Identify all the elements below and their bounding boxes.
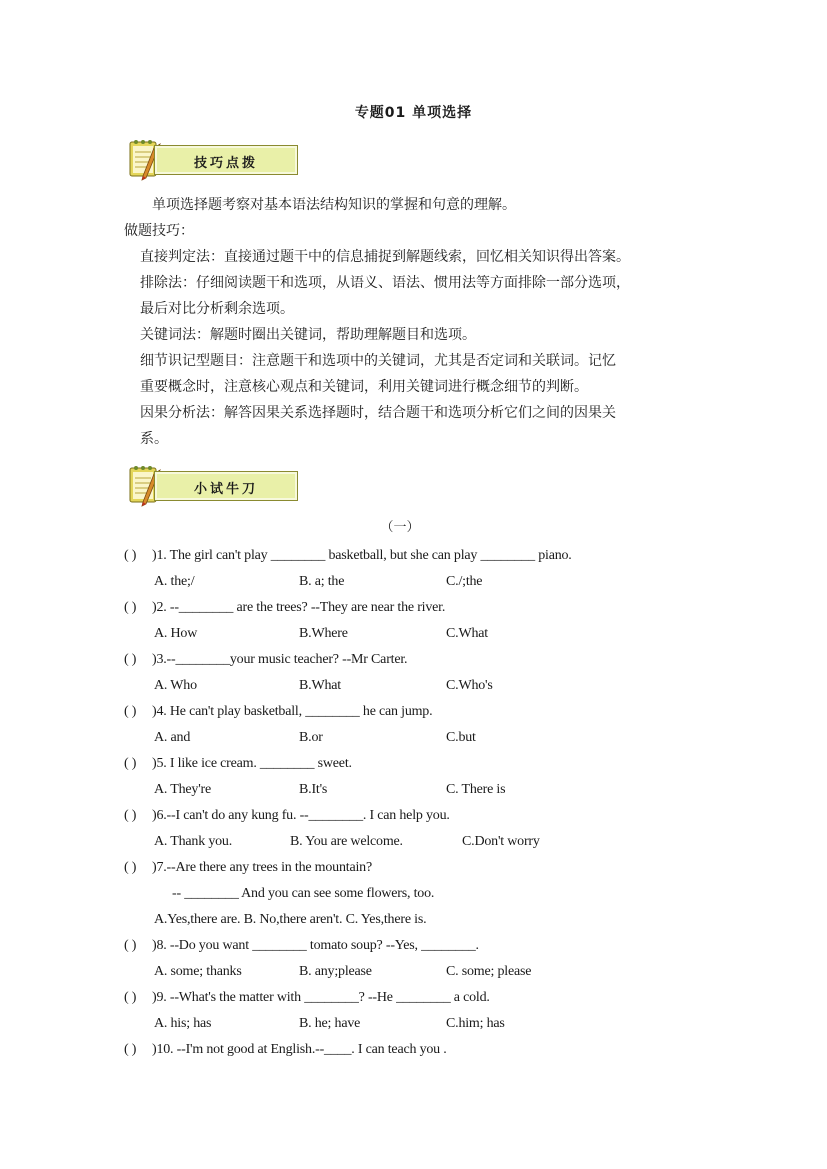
option-c[interactable]: C.but: [446, 730, 476, 745]
answer-blank[interactable]: ( ): [124, 548, 137, 563]
tip-line: 因果分析法：解答因果关系选择题时，结合题干和选项分析它们之间的因果关: [140, 405, 616, 421]
page-title: 专题01 单项选择: [354, 105, 473, 121]
section-banner-practice: [124, 460, 304, 510]
option-c[interactable]: C.Don't worry: [462, 834, 540, 849]
answer-blank[interactable]: ( ): [124, 990, 137, 1005]
option-a[interactable]: A. How: [154, 626, 198, 641]
answer-blank[interactable]: ( ): [124, 860, 137, 875]
option-a[interactable]: A. the;/: [154, 574, 195, 589]
tip-line: 单项选择题考察对基本语法结构知识的掌握和句意的理解。: [152, 197, 516, 213]
question-options: [124, 621, 724, 647]
option-a[interactable]: A. Thank you.: [154, 834, 233, 849]
option-b[interactable]: B. You are welcome.: [290, 834, 403, 849]
answer-blank[interactable]: ( ): [124, 600, 137, 615]
answer-blank[interactable]: ( ): [124, 938, 137, 953]
question-options: [124, 569, 724, 595]
answer-blank[interactable]: ( ): [124, 808, 137, 823]
answer-blank[interactable]: ( ): [124, 704, 137, 719]
option-b[interactable]: B.or: [299, 730, 323, 745]
question-options: [124, 907, 724, 933]
options-line[interactable]: A.Yes,there are. B. No,there aren't. C. Yes,there is.: [154, 912, 427, 927]
option-c[interactable]: C.Who's: [446, 678, 493, 693]
question-stem: ( ) )9. --What's the matter with ________? --He ________ a cold.: [124, 985, 724, 1011]
part-subtitle: （一）: [380, 520, 420, 535]
option-b[interactable]: B. a; the: [299, 574, 345, 589]
question-list: [124, 543, 724, 1063]
question-stem: ( ) )3.--________your music teacher? --Mr Carter.: [124, 647, 724, 673]
option-b[interactable]: B.It's: [299, 782, 328, 797]
question-options: [124, 777, 724, 803]
tip-line: 重要概念时，注意核心观点和关键词，利用关键词进行概念细节的判断。: [140, 379, 588, 395]
question-stem: ( ) )10. --I'm not good at English.--____. I can teach you .: [124, 1037, 724, 1063]
option-b[interactable]: B. he; have: [299, 1016, 361, 1031]
option-a[interactable]: A. Who: [154, 678, 197, 693]
question-stem: ( ) )6.--I can't do any kung fu. --________. I can help you.: [124, 803, 724, 829]
section-label-box: [154, 145, 298, 175]
tip-line: 关键词法：解题时圈出关键词，帮助理解题目和选项。: [140, 327, 476, 343]
tip-line: 细节识记型题目：注意题干和选项中的关键词，尤其是否定词和关联词。记忆: [140, 353, 616, 369]
tip-line: 最后对比分析剩余选项。: [140, 301, 294, 317]
question-stem: ( ) )1. The girl can't play ________ basketball, but she can play ________ piano.: [124, 543, 724, 569]
option-b[interactable]: B.What: [299, 678, 341, 693]
question-stem: ( ) )8. --Do you want ________ tomato soup? --Yes, ________.: [124, 933, 724, 959]
tip-line: 直接判定法：直接通过题干中的信息捕捉到解题线索，回忆相关知识得出答案。: [140, 249, 630, 265]
option-c[interactable]: C.What: [446, 626, 488, 641]
option-a[interactable]: A. his; has: [154, 1016, 212, 1031]
option-b[interactable]: B. any;please: [299, 964, 372, 979]
section-label-box: [154, 471, 298, 501]
section-label: 技巧点拨: [193, 156, 258, 171]
question-options: [124, 829, 724, 855]
option-c[interactable]: C. There is: [446, 782, 506, 797]
tip-line: 排除法：仔细阅读题干和选项，从语义、语法、惯用法等方面排除一部分选项，: [140, 275, 630, 291]
option-c[interactable]: C./;the: [446, 574, 483, 589]
section-label: 小试牛刀: [193, 482, 258, 497]
tips-paragraphs: [124, 192, 714, 452]
section-banner-tips: [124, 134, 304, 184]
option-a[interactable]: A. and: [154, 730, 191, 745]
answer-blank[interactable]: ( ): [124, 1042, 137, 1057]
question-stem-line2: -- ________ And you can see some flowers, too.: [172, 886, 435, 901]
question-stem: ( ) )7.--Are there any trees in the mountain?: [124, 855, 724, 881]
answer-blank[interactable]: ( ): [124, 652, 137, 667]
question-options: [124, 673, 724, 699]
answer-blank[interactable]: ( ): [124, 756, 137, 771]
question-options: [124, 725, 724, 751]
question-stem: ( ) )4. He can't play basketball, ________ he can jump.: [124, 699, 724, 725]
option-c[interactable]: C.him; has: [446, 1016, 505, 1031]
tip-line: 做题技巧：: [124, 223, 194, 239]
question-stem: ( ) )2. --________ are the trees? --They are near the river.: [124, 595, 724, 621]
option-b[interactable]: B.Where: [299, 626, 348, 641]
question-stem: ( ) )5. I like ice cream. ________ sweet.: [124, 751, 724, 777]
option-a[interactable]: A. They're: [154, 782, 212, 797]
question-options: [124, 959, 724, 985]
tip-line: 系。: [140, 431, 168, 447]
option-c[interactable]: C. some; please: [446, 964, 532, 979]
question-options: [124, 1011, 724, 1037]
option-a[interactable]: A. some; thanks: [154, 964, 242, 979]
